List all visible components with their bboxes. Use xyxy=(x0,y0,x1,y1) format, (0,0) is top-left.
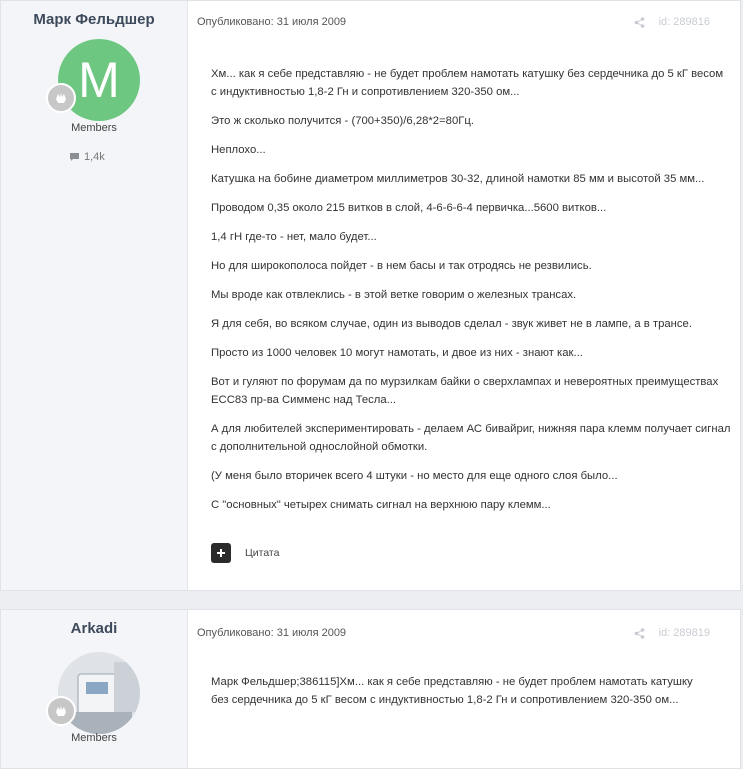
post-id[interactable]: id: 289816 xyxy=(658,16,710,28)
rank-badge-icon xyxy=(46,83,76,113)
member-group: Members xyxy=(71,122,117,134)
avatar-letter: M xyxy=(58,39,140,121)
share-icon[interactable] xyxy=(634,628,645,639)
paragraph: Просто из 1000 человек 10 могут намотать, и двое из них - знают как... xyxy=(211,347,583,359)
post-date[interactable]: Опубликовано: 31 июля 2009 xyxy=(197,627,347,639)
post-count xyxy=(69,151,105,163)
quote-button[interactable]: Цитата xyxy=(245,547,280,559)
author-panel xyxy=(1,1,188,590)
paragraph: Катушка на бобине диаметром миллиметров 30-32, длиной намотки 85 мм и высотой 35 мм... xyxy=(211,173,705,185)
paragraph: С "основных" четырех снимать сигнал на верхнюю пару клемм... xyxy=(211,499,551,511)
paragraph: Это ж сколько получится - (700+350)/6,28*2=80Гц. xyxy=(211,115,474,127)
paragraph: (У меня было вторичек всего 4 штуки - но место для еще одного слоя было... xyxy=(211,470,618,482)
paragraph: А для любителей экспериментировать - делаем АС бивайриг, нижняя пара клемм получает сигнал с дополнительной однослойной обмотки. xyxy=(211,423,731,453)
post-tools xyxy=(634,627,710,639)
paragraph: 1,4 гН где-то - нет, мало будет... xyxy=(211,231,377,243)
author-panel xyxy=(1,610,188,768)
paragraph: Вот и гуляют по форумам да по мурзилкам байки о сверхлампах и невероятных преимуществах ECC83 пр-ва Симменс над Тесла... xyxy=(211,376,719,406)
rank-badge-icon xyxy=(46,696,76,726)
paragraph: Марк Фельдшер;386115]Хм... как я себе представляю - не будет проблем намотать катушку без сердечника до 5 кГ весом с индуктивностью 1,8-2 Гн и сопротивлением 320-350 ом... xyxy=(211,676,693,706)
quote-row xyxy=(211,543,279,563)
share-icon[interactable] xyxy=(634,17,645,28)
post-date[interactable]: Опубликовано: 31 июля 2009 xyxy=(197,16,347,28)
paragraph: Проводом 0,35 около 215 витков в слой, 4-6-6-6-4 первичка...5600 витков... xyxy=(211,202,607,214)
member-group: Members xyxy=(71,732,117,744)
post xyxy=(0,609,741,769)
post-content xyxy=(211,673,711,720)
paragraph: Хм... как я себе представляю - не будет проблем намотать катушку без сердечника до 5 кГ весом с индуктивностью 1,8-2 Гн и сопротивлением 320-350 ом... xyxy=(211,68,724,98)
paragraph: Я для себя, во всяком случае, один из выводов сделал - звук живет не в лампе, а в трансе. xyxy=(211,318,692,330)
post-content xyxy=(211,65,731,525)
paragraph: Но для широкополоса пойдет - в нем басы и так отродясь не резвились. xyxy=(211,260,592,272)
post-count-value: 1,4k xyxy=(84,151,105,163)
author-name[interactable]: Марк Фельдшер xyxy=(33,11,155,28)
paragraph: Неплохо... xyxy=(211,144,266,156)
comment-icon xyxy=(69,152,80,162)
post-id[interactable]: id: 289819 xyxy=(658,627,710,639)
multiquote-button[interactable] xyxy=(211,543,231,563)
plus-icon xyxy=(216,548,226,558)
post-tools xyxy=(634,16,710,28)
author-name[interactable]: Arkadi xyxy=(70,620,118,637)
paragraph: Мы вроде как отвлеклись - в этой ветке говорим о железных трансах. xyxy=(211,289,577,301)
